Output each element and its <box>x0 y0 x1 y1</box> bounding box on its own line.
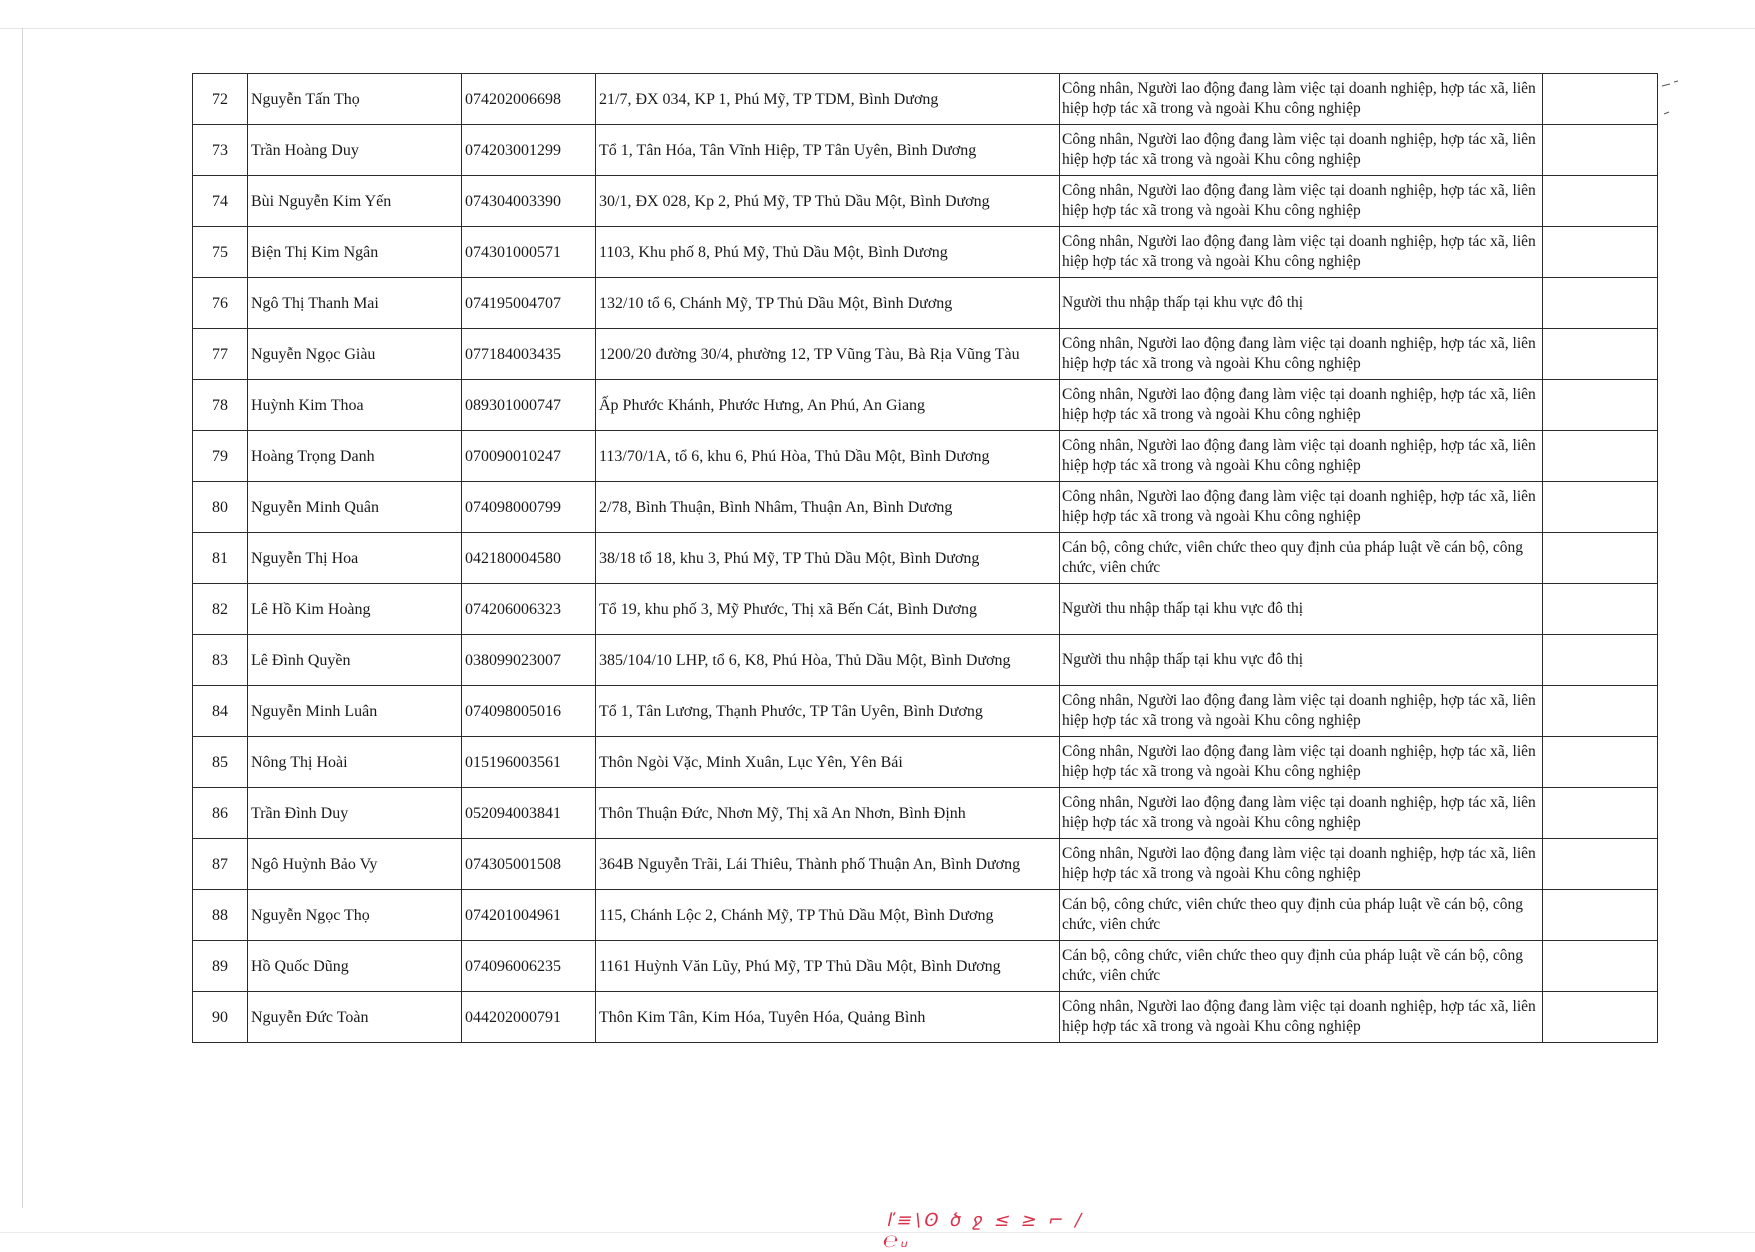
id-number: 074203001299 <box>462 125 596 176</box>
scan-edge-left <box>22 28 23 1208</box>
table-row <box>193 941 1658 992</box>
person-name: Nguyễn Ngọc Thọ <box>248 890 462 941</box>
id-number: 038099023007 <box>462 635 596 686</box>
beneficiary-category: Công nhân, Người lao động đang làm việc tại doanh nghiệp, hợp tác xã, liên hiệp hợp tác xã trong và ngoài Khu công nghiệp <box>1060 686 1543 737</box>
row-number: 79 <box>193 431 248 482</box>
note-cell <box>1543 431 1658 482</box>
note-cell <box>1543 737 1658 788</box>
beneficiary-category: Công nhân, Người lao động đang làm việc tại doanh nghiệp, hợp tác xã, liên hiệp hợp tác xã trong và ngoài Khu công nghiệp <box>1060 482 1543 533</box>
id-number: 074096006235 <box>462 941 596 992</box>
person-name: Ngô Thị Thanh Mai <box>248 278 462 329</box>
note-cell <box>1543 584 1658 635</box>
id-number: 074202006698 <box>462 74 596 125</box>
table-row <box>193 482 1658 533</box>
note-cell <box>1543 533 1658 584</box>
beneficiary-category: Người thu nhập thấp tại khu vực đô thị <box>1060 278 1543 329</box>
id-number: 074201004961 <box>462 890 596 941</box>
beneficiary-category: Công nhân, Người lao động đang làm việc tại doanh nghiệp, hợp tác xã, liên hiệp hợp tác xã trong và ngoài Khu công nghiệp <box>1060 176 1543 227</box>
person-name: Lê Hồ Kim Hoàng <box>248 584 462 635</box>
table-row <box>193 533 1658 584</box>
table-row <box>193 227 1658 278</box>
address: Thôn Kim Tân, Kim Hóa, Tuyên Hóa, Quảng Bình <box>596 992 1060 1043</box>
registry-table-body <box>193 74 1658 1043</box>
table-row <box>193 125 1658 176</box>
table-row <box>193 278 1658 329</box>
note-cell <box>1543 125 1658 176</box>
beneficiary-category: Công nhân, Người lao động đang làm việc tại doanh nghiệp, hợp tác xã, liên hiệp hợp tác xã trong và ngoài Khu công nghiệp <box>1060 74 1543 125</box>
note-cell <box>1543 941 1658 992</box>
beneficiary-category: Công nhân, Người lao động đang làm việc tại doanh nghiệp, hợp tác xã, liên hiệp hợp tác xã trong và ngoài Khu công nghiệp <box>1060 737 1543 788</box>
row-number: 74 <box>193 176 248 227</box>
table-row <box>193 737 1658 788</box>
address: 1103, Khu phố 8, Phú Mỹ, Thủ Dầu Một, Bình Dương <box>596 227 1060 278</box>
row-number: 84 <box>193 686 248 737</box>
address: Tổ 1, Tân Lương, Thạnh Phước, TP Tân Uyên, Bình Dương <box>596 686 1060 737</box>
person-name: Nông Thị Hoài <box>248 737 462 788</box>
address: 21/7, ĐX 034, KP 1, Phú Mỹ, TP TDM, Bình Dương <box>596 74 1060 125</box>
note-cell <box>1543 992 1658 1043</box>
address: Thôn Thuận Đức, Nhơn Mỹ, Thị xã An Nhơn, Bình Định <box>596 788 1060 839</box>
row-number: 78 <box>193 380 248 431</box>
row-number: 88 <box>193 890 248 941</box>
row-number: 83 <box>193 635 248 686</box>
table-row <box>193 839 1658 890</box>
beneficiary-category: Công nhân, Người lao động đang làm việc tại doanh nghiệp, hợp tác xã, liên hiệp hợp tác xã trong và ngoài Khu công nghiệp <box>1060 788 1543 839</box>
note-cell <box>1543 278 1658 329</box>
person-name: Nguyễn Đức Toàn <box>248 992 462 1043</box>
note-cell <box>1543 176 1658 227</box>
row-number: 82 <box>193 584 248 635</box>
table-row <box>193 176 1658 227</box>
address: 113/70/1A, tổ 6, khu 6, Phú Hòa, Thủ Dầu Một, Bình Dương <box>596 431 1060 482</box>
table-row <box>193 686 1658 737</box>
id-number: 074304003390 <box>462 176 596 227</box>
address: 1200/20 đường 30/4, phường 12, TP Vũng Tàu, Bà Rịa Vũng Tàu <box>596 329 1060 380</box>
person-name: Huỳnh Kim Thoa <box>248 380 462 431</box>
beneficiary-category: Công nhân, Người lao động đang làm việc tại doanh nghiệp, hợp tác xã, liên hiệp hợp tác xã trong và ngoài Khu công nghiệp <box>1060 431 1543 482</box>
row-number: 89 <box>193 941 248 992</box>
person-name: Ngô Huỳnh Bảo Vy <box>248 839 462 890</box>
address: 115, Chánh Lộc 2, Chánh Mỹ, TP Thủ Dầu Một, Bình Dương <box>596 890 1060 941</box>
note-cell <box>1543 890 1658 941</box>
table-row <box>193 380 1658 431</box>
beneficiary-category: Công nhân, Người lao động đang làm việc tại doanh nghiệp, hợp tác xã, liên hiệp hợp tác xã trong và ngoài Khu công nghiệp <box>1060 227 1543 278</box>
note-cell <box>1543 74 1658 125</box>
person-name: Trần Hoàng Duy <box>248 125 462 176</box>
row-number: 86 <box>193 788 248 839</box>
row-number: 80 <box>193 482 248 533</box>
scan-edge-bottom <box>0 1232 1755 1233</box>
table-row <box>193 329 1658 380</box>
scan-mark <box>1660 80 1680 120</box>
row-number: 72 <box>193 74 248 125</box>
person-name: Nguyễn Minh Luân <box>248 686 462 737</box>
registry-table <box>192 73 1658 1043</box>
red-stamp <box>880 1210 1105 1252</box>
person-name: Nguyễn Ngọc Giàu <box>248 329 462 380</box>
beneficiary-category: Công nhân, Người lao động đang làm việc tại doanh nghiệp, hợp tác xã, liên hiệp hợp tác xã trong và ngoài Khu công nghiệp <box>1060 125 1543 176</box>
id-number: 089301000747 <box>462 380 596 431</box>
id-number: 074301000571 <box>462 227 596 278</box>
table-row <box>193 431 1658 482</box>
row-number: 81 <box>193 533 248 584</box>
note-cell <box>1543 329 1658 380</box>
id-number: 074195004707 <box>462 278 596 329</box>
person-name: Biện Thị Kim Ngân <box>248 227 462 278</box>
table-row <box>193 74 1658 125</box>
id-number: 077184003435 <box>462 329 596 380</box>
address: 2/78, Bình Thuận, Bình Nhâm, Thuận An, Bình Dương <box>596 482 1060 533</box>
row-number: 73 <box>193 125 248 176</box>
beneficiary-category: Công nhân, Người lao động đang làm việc tại doanh nghiệp, hợp tác xã, liên hiệp hợp tác xã trong và ngoài Khu công nghiệp <box>1060 839 1543 890</box>
row-number: 75 <box>193 227 248 278</box>
note-cell <box>1543 227 1658 278</box>
beneficiary-category: Công nhân, Người lao động đang làm việc tại doanh nghiệp, hợp tác xã, liên hiệp hợp tác xã trong và ngoài Khu công nghiệp <box>1060 992 1543 1043</box>
person-name: Hoàng Trọng Danh <box>248 431 462 482</box>
note-cell <box>1543 788 1658 839</box>
note-cell <box>1543 839 1658 890</box>
id-number: 042180004580 <box>462 533 596 584</box>
person-name: Lê Đình Quyền <box>248 635 462 686</box>
address: 132/10 tổ 6, Chánh Mỹ, TP Thủ Dầu Một, Bình Dương <box>596 278 1060 329</box>
id-number: 015196003561 <box>462 737 596 788</box>
beneficiary-category: Người thu nhập thấp tại khu vực đô thị <box>1060 584 1543 635</box>
table-row <box>193 992 1658 1043</box>
beneficiary-category: Cán bộ, công chức, viên chức theo quy định của pháp luật về cán bộ, công chức, viên chức <box>1060 941 1543 992</box>
person-name: Hồ Quốc Dũng <box>248 941 462 992</box>
row-number: 85 <box>193 737 248 788</box>
scan-edge-top <box>0 28 1755 29</box>
table-row <box>193 635 1658 686</box>
person-name: Nguyễn Minh Quân <box>248 482 462 533</box>
address: Tổ 1, Tân Hóa, Tân Vĩnh Hiệp, TP Tân Uyên, Bình Dương <box>596 125 1060 176</box>
beneficiary-category: Công nhân, Người lao động đang làm việc tại doanh nghiệp, hợp tác xã, liên hiệp hợp tác xã trong và ngoài Khu công nghiệp <box>1060 329 1543 380</box>
note-cell <box>1543 635 1658 686</box>
id-number: 070090010247 <box>462 431 596 482</box>
address: 364B Nguyễn Trãi, Lái Thiêu, Thành phố Thuận An, Bình Dương <box>596 839 1060 890</box>
address: Thôn Ngòi Vặc, Minh Xuân, Lục Yên, Yên Bái <box>596 737 1060 788</box>
address: Ấp Phước Khánh, Phước Hưng, An Phú, An Giang <box>596 380 1060 431</box>
row-number: 87 <box>193 839 248 890</box>
address: 30/1, ĐX 028, Kp 2, Phú Mỹ, TP Thủ Dầu Một, Bình Dương <box>596 176 1060 227</box>
row-number: 76 <box>193 278 248 329</box>
table-row <box>193 584 1658 635</box>
row-number: 77 <box>193 329 248 380</box>
stamp-text: ľ≡\ʘ ծ ջ ≤ ≥ ⌐ / ℮ᵤ <box>880 1210 1087 1252</box>
id-number: 074206006323 <box>462 584 596 635</box>
id-number: 044202000791 <box>462 992 596 1043</box>
table-row <box>193 788 1658 839</box>
note-cell <box>1543 686 1658 737</box>
address: 385/104/10 LHP, tổ 6, K8, Phú Hòa, Thủ Dầu Một, Bình Dương <box>596 635 1060 686</box>
beneficiary-category: Người thu nhập thấp tại khu vực đô thị <box>1060 635 1543 686</box>
note-cell <box>1543 482 1658 533</box>
person-name: Trần Đình Duy <box>248 788 462 839</box>
id-number: 074098000799 <box>462 482 596 533</box>
beneficiary-category: Cán bộ, công chức, viên chức theo quy định của pháp luật về cán bộ, công chức, viên chức <box>1060 890 1543 941</box>
address: 38/18 tổ 18, khu 3, Phú Mỹ, TP Thủ Dầu Một, Bình Dương <box>596 533 1060 584</box>
id-number: 074098005016 <box>462 686 596 737</box>
id-number: 074305001508 <box>462 839 596 890</box>
beneficiary-category: Công nhân, Người lao động đang làm việc tại doanh nghiệp, hợp tác xã, liên hiệp hợp tác xã trong và ngoài Khu công nghiệp <box>1060 380 1543 431</box>
note-cell <box>1543 380 1658 431</box>
id-number: 052094003841 <box>462 788 596 839</box>
address: Tổ 19, khu phố 3, Mỹ Phước, Thị xã Bến Cát, Bình Dương <box>596 584 1060 635</box>
address: 1161 Huỳnh Văn Lũy, Phú Mỹ, TP Thủ Dầu Một, Bình Dương <box>596 941 1060 992</box>
person-name: Nguyễn Tấn Thọ <box>248 74 462 125</box>
person-name: Bùi Nguyễn Kim Yến <box>248 176 462 227</box>
beneficiary-category: Cán bộ, công chức, viên chức theo quy định của pháp luật về cán bộ, công chức, viên chức <box>1060 533 1543 584</box>
row-number: 90 <box>193 992 248 1043</box>
person-name: Nguyễn Thị Hoa <box>248 533 462 584</box>
table-row <box>193 890 1658 941</box>
